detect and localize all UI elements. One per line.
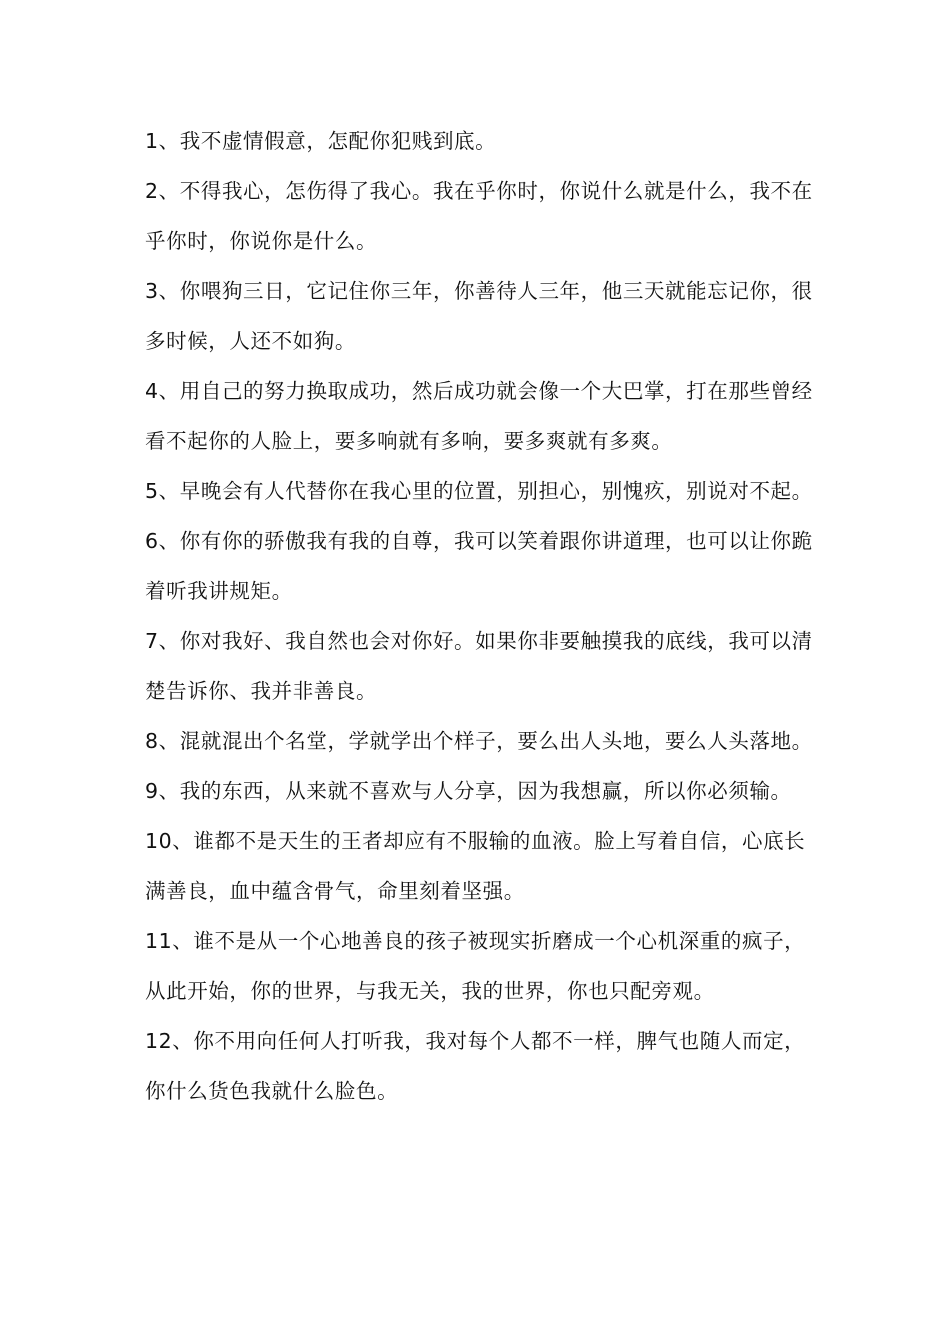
paragraph-4: 4、用自己的努力换取成功，然后成功就会像一个大巴掌，打在那些曾经看不起你的人脸上，要多响就有多响，要多爽就有多爽。	[145, 379, 813, 453]
document-body	[145, 116, 825, 1116]
paragraph-7: 7、你对我好、我自然也会对你好。如果你非要触摸我的底线，我可以清楚告诉你、我并非善良。	[145, 629, 813, 703]
paragraph-5: 5、早晚会有人代替你在我心里的位置，别担心，别愧疚，别说对不起。	[145, 479, 813, 503]
paragraph-12: 12、你不用向任何人打听我，我对每个人都不一样，脾气也随人而定，你什么货色我就什么脸色。	[145, 1029, 806, 1103]
paragraph-9: 9、我的东西，从来就不喜欢与人分享，因为我想赢，所以你必须输。	[145, 779, 792, 803]
paragraph-2: 2、不得我心，怎伤得了我心。我在乎你时，你说什么就是什么，我不在乎你时，你说你是什么。	[145, 179, 813, 253]
paragraph-6: 6、你有你的骄傲我有我的自尊，我可以笑着跟你讲道理，也可以让你跪着听我讲规矩。	[145, 529, 813, 603]
paragraph-10: 10、谁都不是天生的王者却应有不服输的血液。脸上写着自信，心底长满善良，血中蕴含骨气，命里刻着坚强。	[145, 829, 806, 903]
paragraph-1: 1、我不虚情假意，怎配你犯贱到底。	[145, 129, 497, 153]
paragraph-8: 8、混就混出个名堂，学就学出个样子，要么出人头地，要么人头落地。	[145, 729, 813, 753]
paragraph-11: 11、谁不是从一个心地善良的孩子被现实折磨成一个心机深重的疯子，从此开始，你的世界，与我无关，我的世界，你也只配旁观。	[145, 929, 806, 1003]
paragraph-3: 3、你喂狗三日，它记住你三年，你善待人三年，他三天就能忘记你，很多时候，人还不如狗。	[145, 279, 813, 353]
